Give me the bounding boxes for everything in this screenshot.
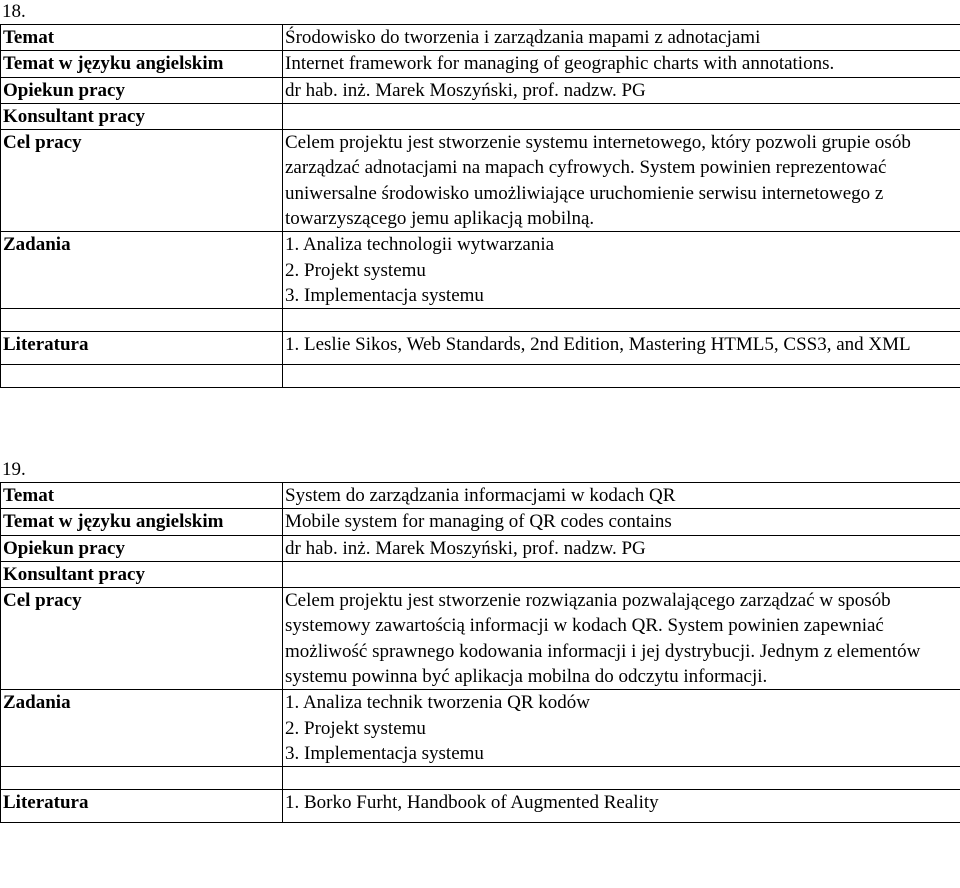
task-item: 2. Projekt systemu [285, 717, 426, 739]
row-consultant [1, 103, 960, 129]
value-topic: System do zarządzania informacjami w kodach QR [283, 483, 960, 509]
value-tasks [283, 690, 960, 767]
value-goal: Celem projektu jest stworzenie systemu internetowego, który pozwoli grupie osób zarządzać adnotacjami na mapach cyfrowych. System powinien reprezentować uniwersalne środowisko umożliwiające uruchomienie serwisu internetowego z towarzyszącego jemu aplikacją mobilną. [283, 130, 960, 232]
label-consultant: Konsultant pracy [1, 103, 283, 129]
row-goal [1, 588, 960, 690]
label-literature: Literatura [1, 790, 283, 822]
value-tasks [283, 232, 960, 309]
thesis-entry-18 [0, 0, 960, 388]
task-item: 3. Implementacja systemu [285, 284, 484, 306]
literature-list [285, 790, 958, 815]
empty-cell [1, 364, 283, 387]
spacer-row [1, 309, 960, 332]
task-item: 2. Projekt systemu [285, 259, 426, 281]
row-supervisor [1, 535, 960, 561]
empty-row [1, 364, 960, 387]
value-consultant [283, 103, 960, 129]
label-topic-en: Temat w języku angielskim [1, 509, 283, 535]
row-consultant [1, 561, 960, 587]
spacer-cell [283, 309, 960, 332]
entry-number: 19. [2, 459, 26, 480]
row-supervisor [1, 77, 960, 103]
value-topic-en: Internet framework for managing of geographic charts with annotations. [283, 51, 960, 77]
literature-item: 1. Leslie Sikos, Web Standards, 2nd Edition, Mastering HTML5, CSS3, and XML [285, 334, 911, 356]
label-consultant: Konsultant pracy [1, 561, 283, 587]
row-literature [1, 332, 960, 364]
thesis-entry-19 [0, 458, 960, 823]
value-goal: Celem projektu jest stworzenie rozwiązania pozwalającego zarządzać w sposób systemowy zawartością informacji w kodach QR. System powinien zapewniać możliwość sprawnego kodowania informacji i jej dystrybucji. Jednym z elementów systemu powinna być aplikacja mobilna do odczytu informacji. [283, 588, 960, 690]
task-item: 3. Implementacja systemu [285, 742, 484, 764]
label-topic: Temat [1, 25, 283, 51]
value-literature [283, 790, 960, 822]
task-item: 1. Analiza technologii wytwarzania [285, 234, 555, 256]
label-goal: Cel pracy [1, 130, 283, 232]
literature-list [285, 332, 958, 357]
task-list [285, 232, 958, 308]
entry-number: 18. [2, 1, 26, 22]
thesis-table [0, 482, 960, 823]
spacer-cell [1, 309, 283, 332]
task-list [285, 690, 958, 766]
spacer-cell [283, 767, 960, 790]
label-supervisor: Opiekun pracy [1, 77, 283, 103]
thesis-table [0, 24, 960, 388]
label-goal: Cel pracy [1, 588, 283, 690]
row-topic-en [1, 509, 960, 535]
spacer-row [1, 767, 960, 790]
value-topic: Środowisko do tworzenia i zarządzania mapami z adnotacjami [283, 25, 960, 51]
empty-cell [283, 364, 960, 387]
label-literature: Literatura [1, 332, 283, 364]
row-goal [1, 130, 960, 232]
literature-item: 1. Borko Furht, Handbook of Augmented Reality [285, 792, 659, 814]
row-tasks [1, 690, 960, 767]
label-tasks: Zadania [1, 232, 283, 309]
value-literature [283, 332, 960, 364]
spacer-cell [1, 767, 283, 790]
value-topic-en: Mobile system for managing of QR codes contains [283, 509, 960, 535]
value-supervisor: dr hab. inż. Marek Moszyński, prof. nadzw. PG [283, 77, 960, 103]
task-item: 1. Analiza technik tworzenia QR kodów [285, 692, 590, 714]
row-literature [1, 790, 960, 822]
value-consultant [283, 561, 960, 587]
label-supervisor: Opiekun pracy [1, 535, 283, 561]
row-topic-en [1, 51, 960, 77]
value-supervisor: dr hab. inż. Marek Moszyński, prof. nadzw. PG [283, 535, 960, 561]
label-tasks: Zadania [1, 690, 283, 767]
label-topic-en: Temat w języku angielskim [1, 51, 283, 77]
row-tasks [1, 232, 960, 309]
row-topic [1, 483, 960, 509]
label-topic: Temat [1, 483, 283, 509]
row-topic [1, 25, 960, 51]
